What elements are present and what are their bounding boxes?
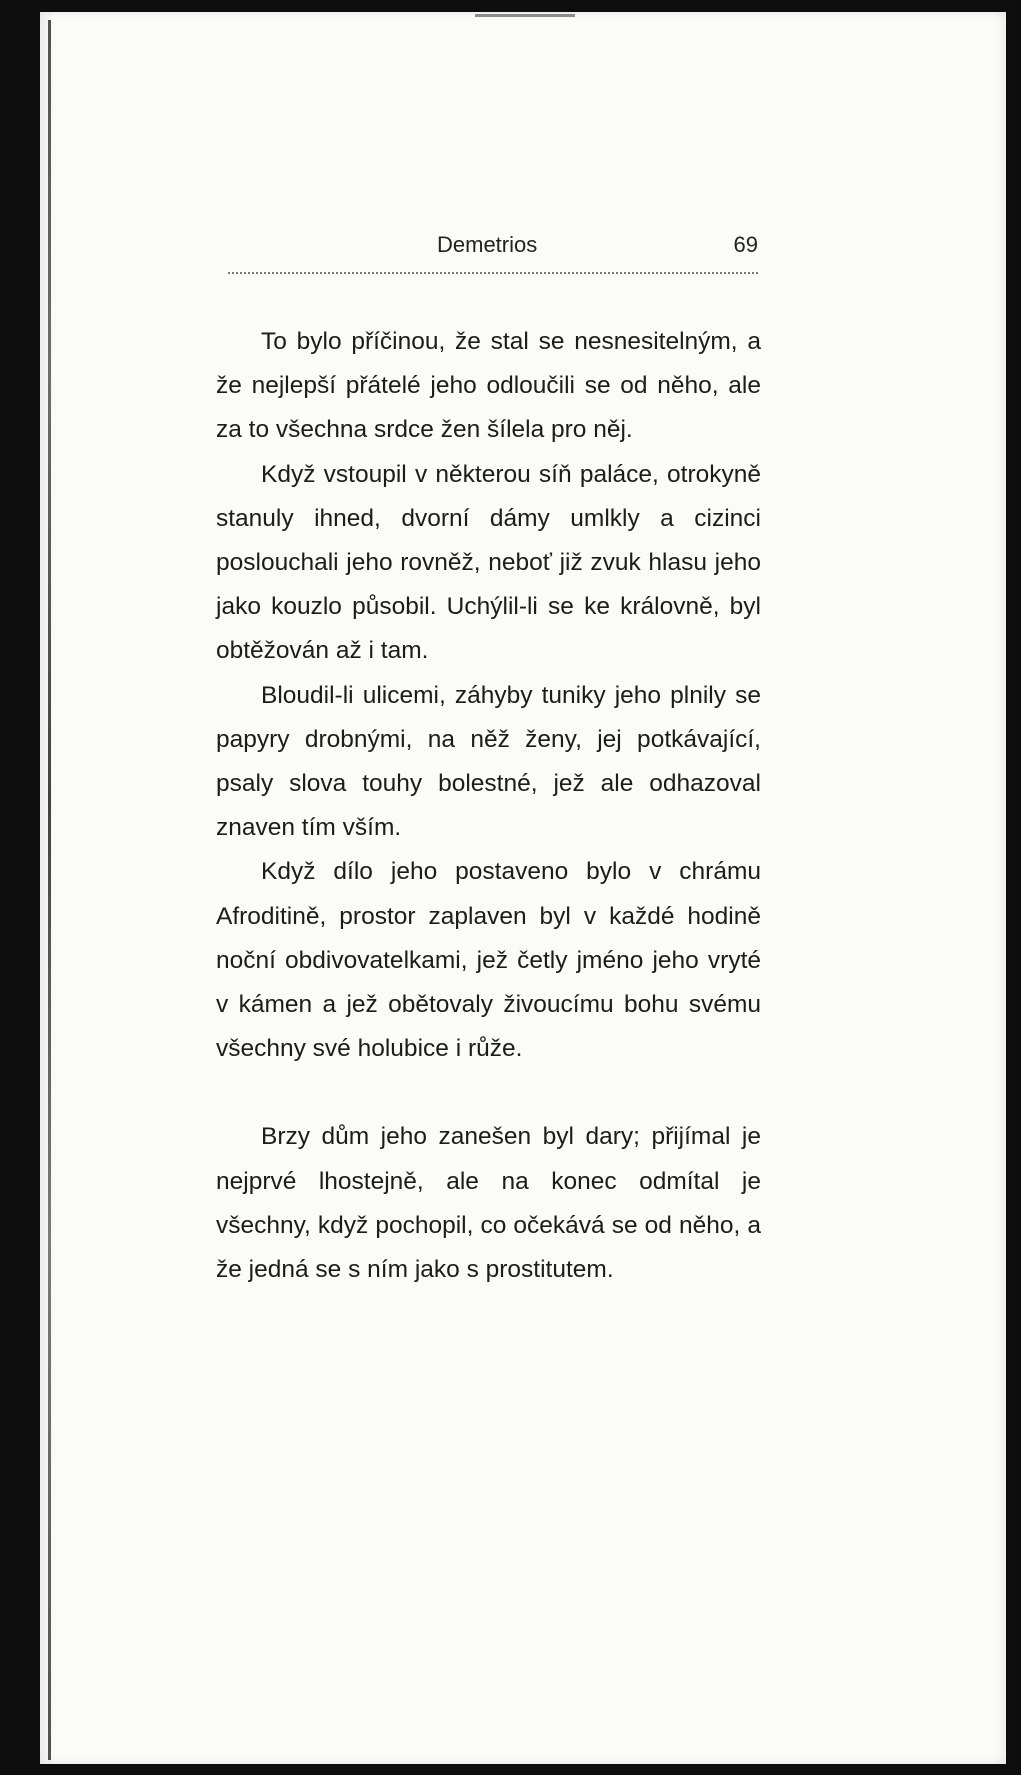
scan-top-mark xyxy=(475,14,575,17)
running-title: Demetrios xyxy=(437,232,538,257)
header-dotted-rule xyxy=(228,272,758,274)
paragraph: Brzy dům jeho zanešen byl dary; přijímal je nejprvé lhostejně, ale na konec odmítal je všechny, když pochopil, co očekává se od něho, a že jedná se s ním jako s prostitutem. xyxy=(216,1123,761,1284)
scan-binding-edge xyxy=(48,20,51,1760)
body-text xyxy=(216,320,761,1292)
running-head xyxy=(228,232,758,262)
paragraph: Když dílo jeho postaveno bylo v chrámu Afroditině, prostor zaplaven byl v každé hodině noční obdivovatelkami, jež četly jméno jeho vryté v kámen a jež obětovaly živoucímu bohu svému všechny své holubice i růže. xyxy=(216,858,761,1063)
page-number: 69 xyxy=(733,232,758,257)
paragraph: To bylo příčinou, že stal se nesnesitelným, a že nejlepší přátelé jeho odloučili se od něho, ale za to všechna srdce žen šílela pro něj. xyxy=(216,328,761,444)
paragraph: Bloudil-li ulicemi, záhyby tuniky jeho plnily se papyry drobnými, na něž ženy, jej potkávající, psaly slova touhy bolestné, jež ale odhazoval znaven tím vším. xyxy=(216,681,761,842)
paragraph: Když vstoupil v některou síň paláce, otrokyně stanuly ihned, dvorní dámy umlkly a cizinci poslouchali jeho rovněž, neboť již zvuk hlasu jeho jako kouzlo působil. Uchýlil-li se ke královně, byl obtěžován až i tam. xyxy=(216,460,761,665)
